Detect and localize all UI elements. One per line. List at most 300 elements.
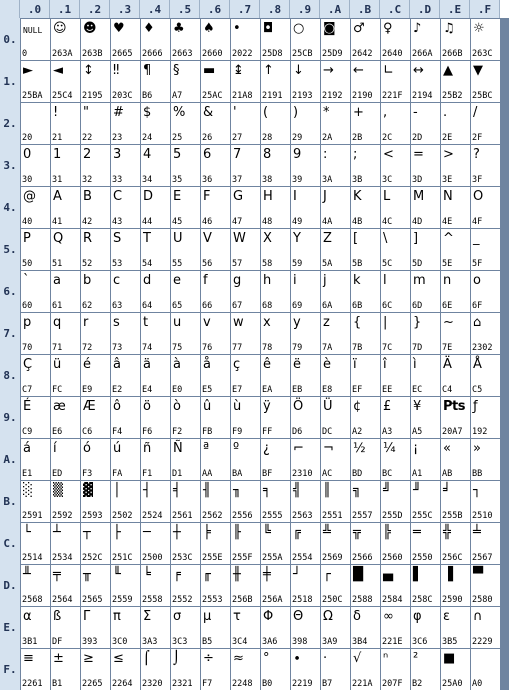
row-header: 8. [0,354,20,396]
unicode-code: 0 [22,49,28,59]
table-cell [81,19,110,60]
table-cell [111,481,140,522]
unicode-code: 2561 [172,511,193,521]
table-cell [381,565,410,606]
table-cell [321,103,350,144]
unicode-code: 6C [382,301,393,311]
character-glyph: = [413,147,424,162]
character-glyph: ↑ [263,63,274,78]
unicode-code: 2194 [412,91,433,101]
unicode-code: 2195 [82,91,103,101]
unicode-code: 31 [52,175,63,185]
unicode-code: FB [202,427,213,437]
unicode-code: FA [112,469,123,479]
unicode-code: 2229 [472,637,493,647]
character-glyph: ┐ [473,483,481,498]
table-cell [261,145,290,186]
table-cell [321,19,350,60]
character-glyph: [ [353,231,359,246]
character-glyph: / [473,105,478,120]
character-glyph: ä [143,357,151,372]
character-glyph: f [203,273,208,288]
character-glyph: h [263,273,272,288]
unicode-code: 263C [472,49,493,59]
unicode-code: 2590 [442,595,463,605]
unicode-code: 266B [442,49,463,59]
unicode-code: 20A7 [442,427,463,437]
unicode-code: 256A [262,595,283,605]
character-glyph: ç [233,357,241,372]
unicode-code: 2C [382,133,393,143]
character-glyph: Θ [293,609,304,624]
unicode-code: 2219 [292,679,313,689]
character-glyph: ─ [143,525,151,540]
table-cell [321,397,350,438]
unicode-code: A1 [412,469,423,479]
character-glyph: Å [473,357,482,372]
table-cell [51,229,80,270]
character-glyph: ▓ [83,483,93,498]
unicode-code: A5 [412,427,423,437]
character-glyph: O [473,189,484,204]
table-cell [381,355,410,396]
character-glyph: ▄ [383,567,393,582]
character-glyph: w [233,315,244,330]
table-cell [141,565,170,606]
table-cell [381,481,410,522]
character-glyph: ß [53,609,62,624]
unicode-code: BD [352,469,363,479]
character-glyph: Q [53,231,64,246]
table-cell [231,61,260,102]
unicode-code: 54 [142,259,153,269]
unicode-code: B5 [202,637,213,647]
table-cell [141,649,170,690]
unicode-code: 36 [202,175,213,185]
unicode-code: B1 [52,679,63,689]
unicode-code: 2551 [322,511,343,521]
column-header: .B [350,0,380,18]
unicode-code: 33 [112,175,123,185]
unicode-code: 62 [82,301,93,311]
table-cell [21,145,50,186]
table-cell [291,187,320,228]
unicode-code: C4 [442,385,453,395]
character-glyph: P [23,231,31,246]
unicode-code: FC [52,385,63,395]
table-cell [291,271,320,312]
table-cell [201,649,230,690]
unicode-code: 25AC [202,91,223,101]
character-glyph: N [443,189,453,204]
character-glyph: ╛ [443,483,451,498]
unicode-code: 2566 [352,553,373,563]
character-glyph: + [353,105,364,120]
unicode-code: 49 [292,217,303,227]
unicode-code: D1 [172,469,183,479]
unicode-code: E1 [22,469,33,479]
table-cell [81,355,110,396]
table-cell [381,19,410,60]
table-cell [441,187,470,228]
unicode-code: 3A9 [322,637,338,647]
character-glyph: b [83,273,92,288]
character-glyph: • [233,21,241,36]
unicode-code: 45 [172,217,183,227]
column-header: .9 [290,0,320,18]
unicode-code: 73 [112,343,123,353]
unicode-code: C5 [472,385,483,395]
unicode-code: B7 [322,679,333,689]
table-cell [81,481,110,522]
unicode-code: EB [292,385,303,395]
character-glyph: Ω [323,609,333,624]
unicode-code: 2A [322,133,333,143]
unicode-code: 3E [442,175,453,185]
table-cell [381,649,410,690]
character-glyph: } [413,315,422,330]
character-glyph: Φ [263,609,274,624]
table-cell [171,103,200,144]
column-header: .4 [140,0,170,18]
table-cell [351,313,380,354]
character-glyph: ╩ [323,525,331,540]
unicode-code: 2502 [112,511,133,521]
character-glyph: ï [353,357,357,372]
column-header: .E [440,0,470,18]
unicode-code: 2500 [142,553,163,563]
column-header: .6 [200,0,230,18]
unicode-code: EA [262,385,273,395]
column-header: .5 [170,0,200,18]
table-cell [141,397,170,438]
table-cell [351,61,380,102]
unicode-code: F6 [142,427,153,437]
unicode-code: 2524 [142,511,163,521]
table-cell [441,19,470,60]
unicode-code: 3C [382,175,393,185]
unicode-code: 21 [52,133,63,143]
table-cell [141,481,170,522]
character-glyph: 4 [143,147,152,162]
unicode-code: 2B [352,133,363,143]
unicode-code: 263A [52,49,73,59]
unicode-code: 2564 [52,595,73,605]
table-cell [471,229,500,270]
row-header: C. [0,522,20,564]
table-cell [291,355,320,396]
table-cell [381,523,410,564]
column-header: .7 [230,0,260,18]
character-glyph: ╡ [173,483,181,498]
table-cell [471,439,500,480]
character-glyph: ¿ [263,441,270,456]
table-cell [171,565,200,606]
character-glyph: ┘ [293,567,301,582]
unicode-code: 58 [262,259,273,269]
unicode-code: 5D [412,259,423,269]
unicode-code: 192 [472,427,488,437]
unicode-code: 32 [82,175,93,185]
table-cell [171,607,200,648]
table-cell [411,229,440,270]
character-glyph: î [383,357,387,372]
unicode-code: BC [382,469,393,479]
character-glyph: % [173,105,186,120]
table-cell [261,397,290,438]
character-glyph: ⌡ [173,651,180,666]
character-glyph: ⌂ [473,315,482,330]
unicode-code: 2510 [472,511,493,521]
unicode-code: D6 [292,427,303,437]
unicode-code: 64 [142,301,153,311]
character-glyph: ▼ [473,63,483,78]
table-cell [51,481,80,522]
table-cell [351,523,380,564]
character-glyph: C [113,189,123,204]
table-cell [81,61,110,102]
character-glyph: ▬ [203,63,216,78]
character-glyph: ╬ [443,525,451,540]
table-cell [381,439,410,480]
table-cell [171,523,200,564]
table-cell [411,271,440,312]
character-glyph: ◘ [263,21,274,36]
character-glyph: ≤ [113,651,124,666]
unicode-code: 3C0 [112,637,128,647]
character-glyph: ┤ [143,483,151,498]
table-cell [231,229,260,270]
unicode-code: 55 [172,259,183,269]
table-cell [471,145,500,186]
table-cell [381,397,410,438]
character-glyph: E [173,189,182,204]
character-glyph: º [233,441,240,456]
character-glyph: æ [53,399,66,414]
character-glyph: Γ [83,609,91,624]
table-cell [291,103,320,144]
table-cell [351,229,380,270]
character-glyph: ♥ [113,21,125,36]
table-cell [81,607,110,648]
character-glyph: _ [473,231,480,246]
unicode-code: EF [352,385,363,395]
character-glyph: δ [353,609,361,624]
character-glyph: ∙ [293,651,302,666]
table-cell [471,61,500,102]
character-glyph: J [323,189,327,204]
unicode-code: 3B [352,175,363,185]
table-cell [81,397,110,438]
unicode-code: 2022 [232,49,253,59]
character-glyph: n [443,273,452,288]
column-header: .C [380,0,410,18]
character-glyph: < [383,147,394,162]
unicode-code: 21A8 [232,91,253,101]
character-glyph: ╤ [53,567,61,582]
character-glyph: x [263,315,271,330]
unicode-code: 7C [382,343,393,353]
unicode-code: E2 [112,385,123,395]
unicode-code: 40 [22,217,33,227]
unicode-code: 266A [412,49,433,59]
character-glyph: ╨ [23,567,31,582]
character-glyph: W [233,231,246,246]
table-cell [201,355,230,396]
unicode-code: AB [442,469,453,479]
table-cell [471,397,500,438]
character-glyph: c [113,273,121,288]
unicode-code: 2560 [382,553,403,563]
character-glyph: ╣ [293,483,301,498]
unicode-code: 2563 [292,511,313,521]
unicode-code: 256C [442,553,463,563]
table-cell [291,229,320,270]
table-cell [441,649,470,690]
unicode-code: 74 [142,343,153,353]
column-header: .3 [110,0,140,18]
table-cell [201,229,230,270]
character-glyph: Ö [293,399,304,414]
unicode-code: 4F [472,217,483,227]
character-glyph: ÷ [203,651,214,666]
table-cell [141,313,170,354]
unicode-code: E5 [202,385,213,395]
table-cell [201,397,230,438]
table-cell [21,481,50,522]
table-cell [471,271,500,312]
character-glyph: █ [353,567,363,582]
unicode-code: C6 [82,427,93,437]
unicode-code: 3A3 [142,637,158,647]
table-cell [411,19,440,60]
unicode-code: DF [52,637,63,647]
character-glyph: m [413,273,426,288]
table-cell [111,103,140,144]
character-glyph: û [203,399,212,414]
character-glyph: á [23,441,31,456]
unicode-code: 3B4 [352,637,368,647]
table-cell [261,313,290,354]
table-cell [411,145,440,186]
character-glyph: ╗ [353,483,361,498]
table-cell [291,313,320,354]
character-glyph: ↓ [293,63,304,78]
character-glyph: É [23,399,32,414]
column-header: .0 [20,0,50,18]
character-glyph: à [173,357,181,372]
column-header: .F [470,0,500,18]
character-glyph: ª [203,441,210,456]
unicode-code: 60 [22,301,33,311]
character-glyph: ♪ [413,21,422,36]
unicode-code: 2557 [352,511,373,521]
character-glyph: T [143,231,151,246]
row-header: 7. [0,312,20,354]
unicode-code: 44 [142,217,153,227]
table-cell [381,313,410,354]
character-glyph: ù [233,399,242,414]
character-glyph: ² [413,651,419,666]
unicode-code: 2562 [202,511,223,521]
unicode-code: 263B [82,49,103,59]
table-cell [291,61,320,102]
character-glyph: ¥ [413,399,422,414]
character-glyph: ¶ [143,63,152,78]
table-cell [441,481,470,522]
table-cell [381,229,410,270]
unicode-code: 2261 [22,679,43,689]
unicode-code: 2192 [322,91,343,101]
character-glyph: ┌ [323,567,331,582]
character-glyph: ↨ [233,63,244,78]
table-cell [141,355,170,396]
character-glyph: ♣ [173,21,185,36]
table-cell [81,103,110,144]
character-glyph: · [323,651,328,666]
table-corner [0,0,20,18]
table-cell [81,439,110,480]
table-cell [471,19,500,60]
table-cell [231,355,260,396]
table-cell [471,523,500,564]
table-cell [111,229,140,270]
character-glyph: ▐ [443,567,453,582]
character-glyph: ╘ [143,567,151,582]
table-cell [201,481,230,522]
character-glyph: e [173,273,181,288]
table-cell [441,523,470,564]
character-glyph: ■ [443,651,456,666]
character-glyph: ë [293,357,301,372]
unicode-code: 30 [22,175,33,185]
unicode-code: 63 [112,301,123,311]
table-cell [51,523,80,564]
unicode-code: 2514 [22,553,43,563]
row-header: B. [0,480,20,522]
table-cell [441,145,470,186]
unicode-code: 72 [82,343,93,353]
character-glyph: ╒ [173,567,181,582]
table-cell [231,649,260,690]
character-glyph: σ [173,609,182,624]
character-glyph: ╫ [233,567,241,582]
table-cell [441,313,470,354]
table-cell [441,103,470,144]
unicode-code: 77 [232,343,243,353]
table-cell [111,649,140,690]
unicode-code: 4A [322,217,333,227]
unicode-code: 6F [472,301,483,311]
unicode-code: 6E [442,301,453,311]
table-cell [411,439,440,480]
table-cell [171,61,200,102]
table-cell [351,271,380,312]
character-glyph: │ [113,483,121,498]
table-cell [411,523,440,564]
character-glyph: ] [413,231,419,246]
unicode-code: 3C6 [412,637,428,647]
character-glyph: \ [383,231,388,246]
column-header: .1 [50,0,80,18]
unicode-code: E9 [82,385,93,395]
unicode-code: 76 [202,343,213,353]
table-cell [51,187,80,228]
table-cell [21,355,50,396]
table-cell [111,61,140,102]
unicode-code: 255F [232,553,253,563]
unicode-code: 25CB [292,49,313,59]
